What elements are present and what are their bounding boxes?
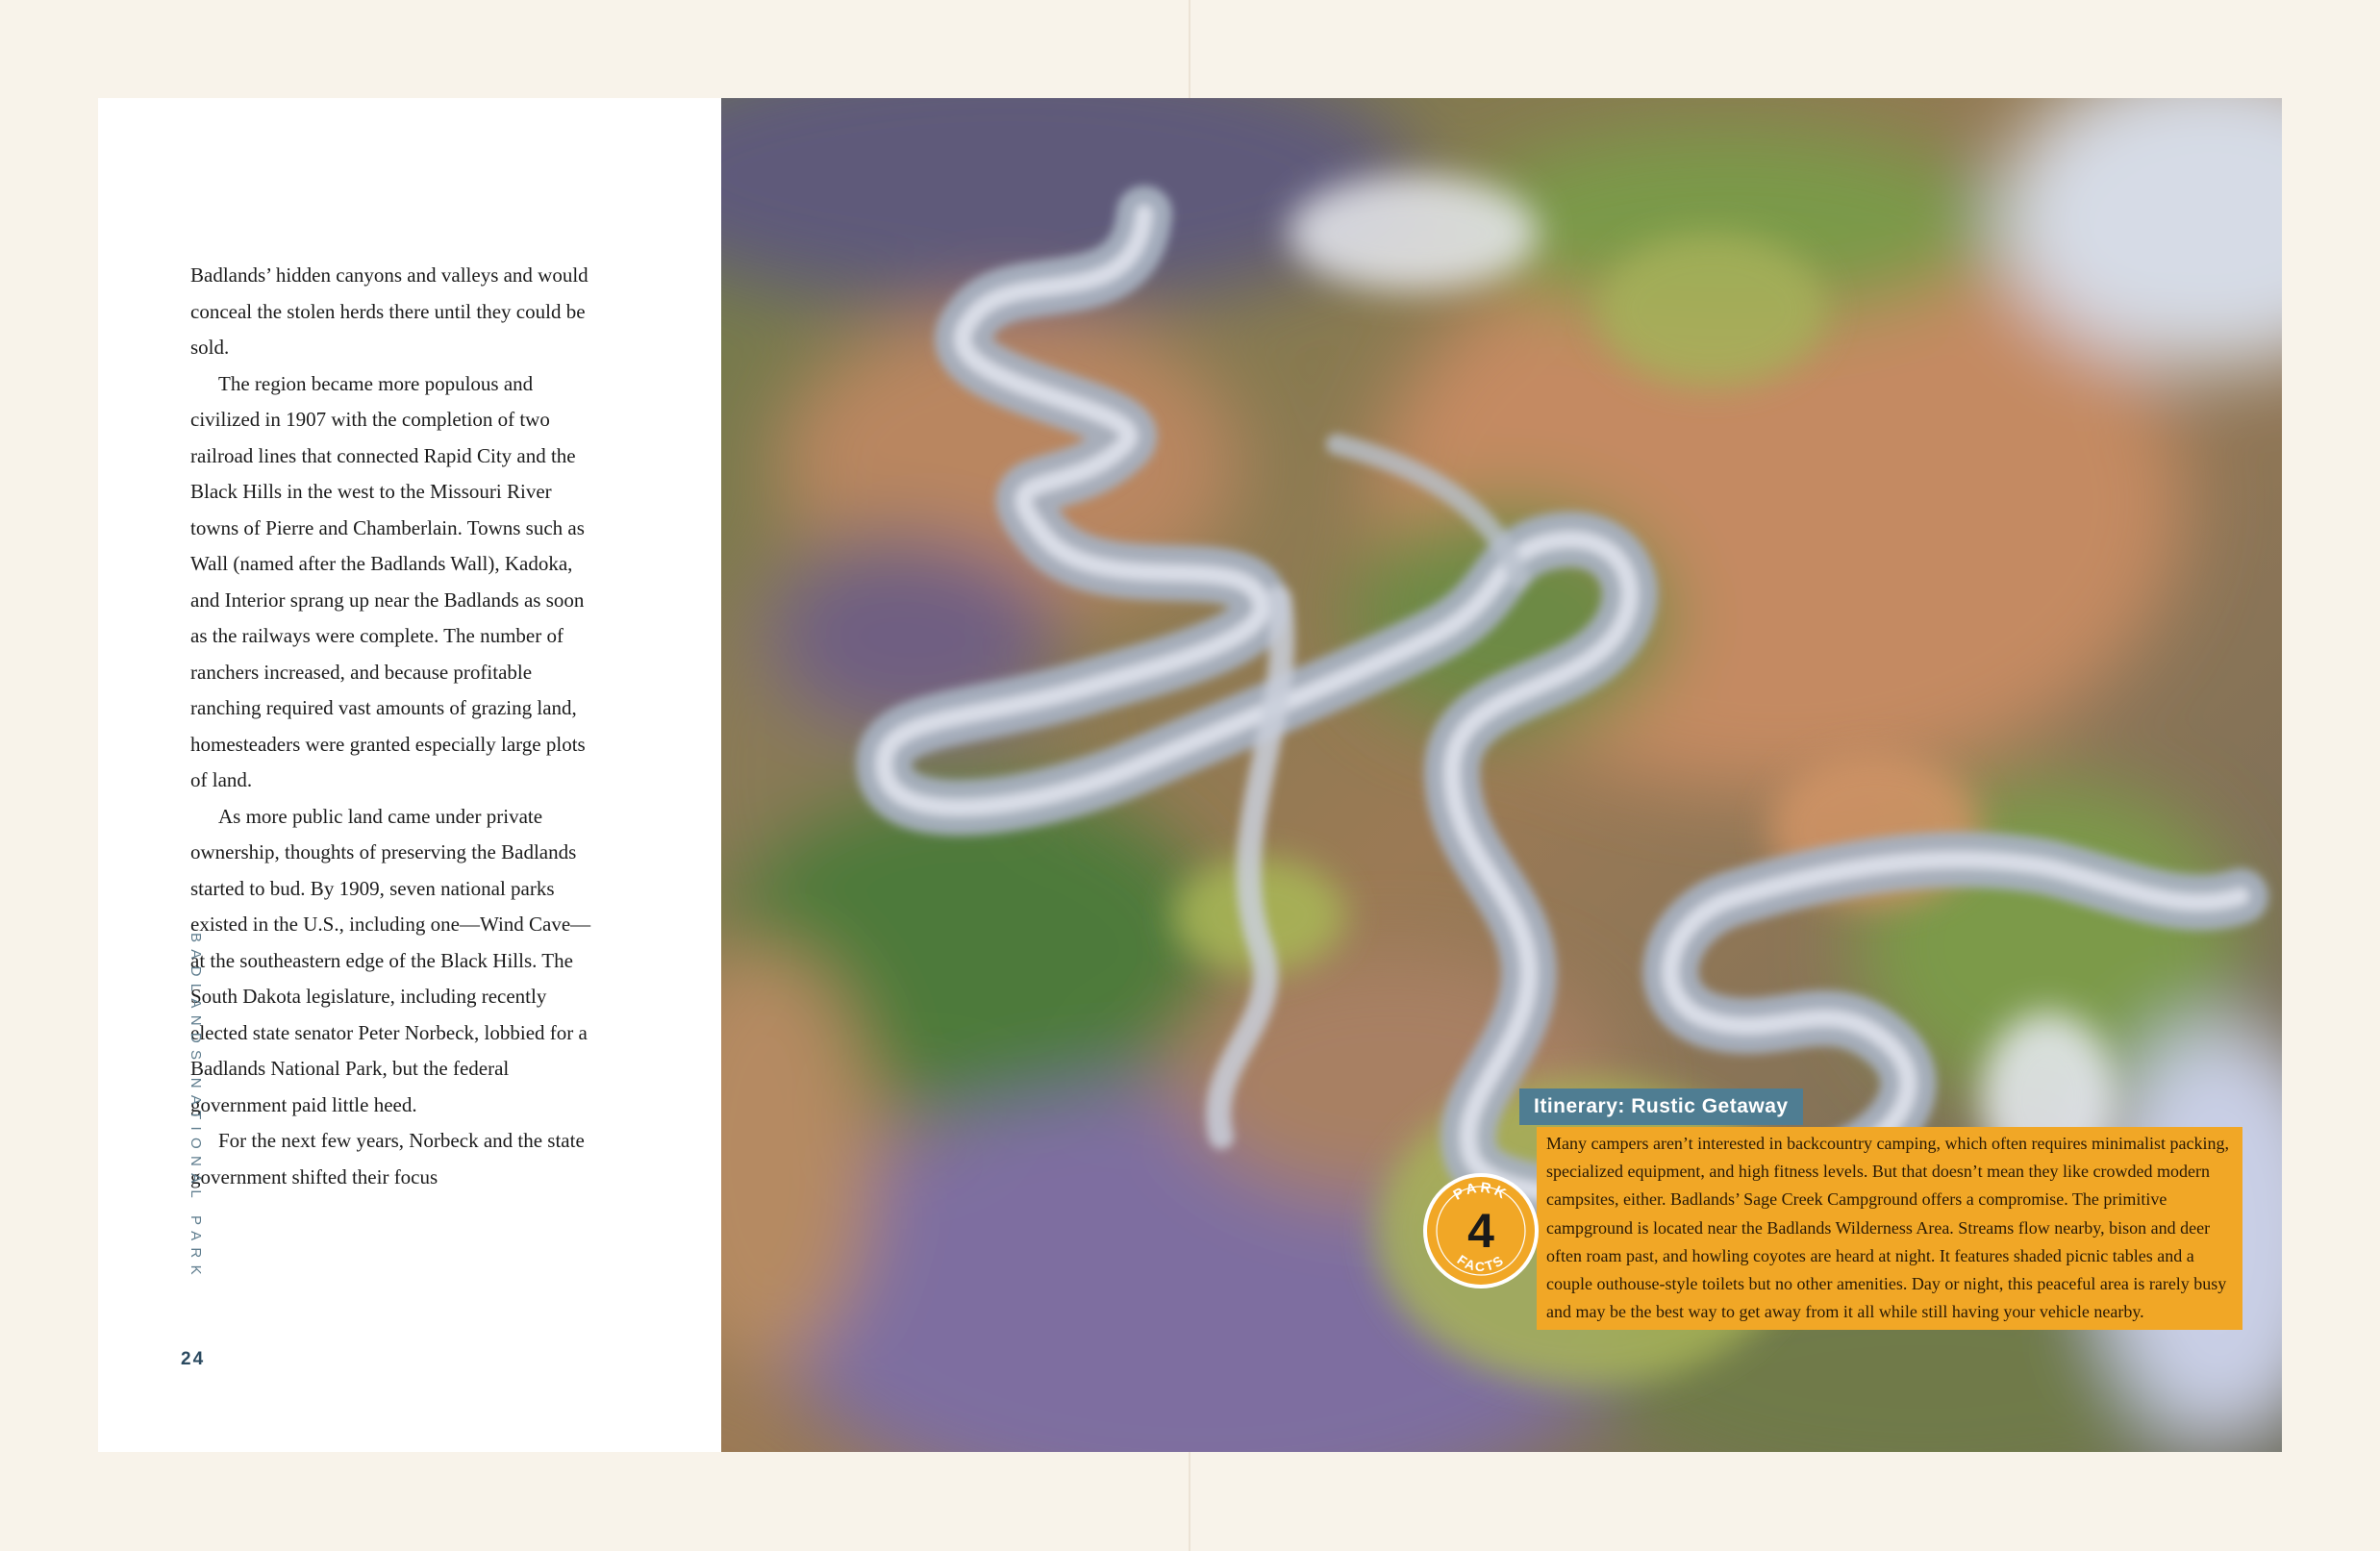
sidebar-body: Many campers aren’t interested in backcountry camping, which often requires minimalist packing, specialized equipment, and high fitness levels. But that doesn’t mean they like crowded modern campsites, either. Badlands’ Sage Creek Campground offers a compromise. The primitive campground is located near the Badlands Wilderness Area. Streams flow nearby, bison and deer often roam past, and howling coyotes are heard at night. It features shaded picnic tables and a couple outhouse-style toilets but no other amenities. Day or night, this peaceful area is rarely busy and may be the best way to get away from it all while still having your vehicle nearby. [1537, 1127, 2242, 1330]
body-text [190, 258, 594, 1195]
body-paragraph-2: The region became more populous and civilized in 1907 with the completion of two railroad lines that connected Rapid City and the Black Hills in the west to the Missouri River towns of Pierre and Chamberlain. Towns such as Wall (named after the Badlands Wall), Kadoka, and Interior sprang up near the Badlands as soon as the railways were complete. The number of ranchers increased, and because profitable ranching required vast amounts of grazing land, homesteaders were granted especially large plots of land. [190, 371, 586, 791]
body-paragraph-3: As more public land came under private ownership, thoughts of preserving the Badlands started to bud. By 1909, seven national parks existed in the U.S., including one—Wind Cave—at the southeastern edge of the Black Hills. The South Dakota legislature, including recently elected state senator Peter Norbeck, lobbied for a Badlands National Park, but the federal government paid little heed. [190, 804, 591, 1116]
running-head: BADLANDS NATIONAL PARK [188, 933, 204, 1282]
badge-top-text: PARK [1450, 1179, 1512, 1204]
badge-number: 4 [1467, 1204, 1494, 1258]
park-facts-badge-icon [1421, 1171, 1541, 1290]
page-number: 24 [181, 1349, 206, 1369]
body-paragraph-4: For the next few years, Norbeck and the state government shifted their focus [190, 1129, 585, 1188]
body-paragraph-1: Badlands’ hidden canyons and valleys and would conceal the stolen herds there until they could be sold. [190, 263, 589, 359]
badge-bottom-text: FACTS [1454, 1251, 1508, 1274]
sidebar-title: Itinerary: Rustic Getaway [1519, 1088, 1803, 1125]
